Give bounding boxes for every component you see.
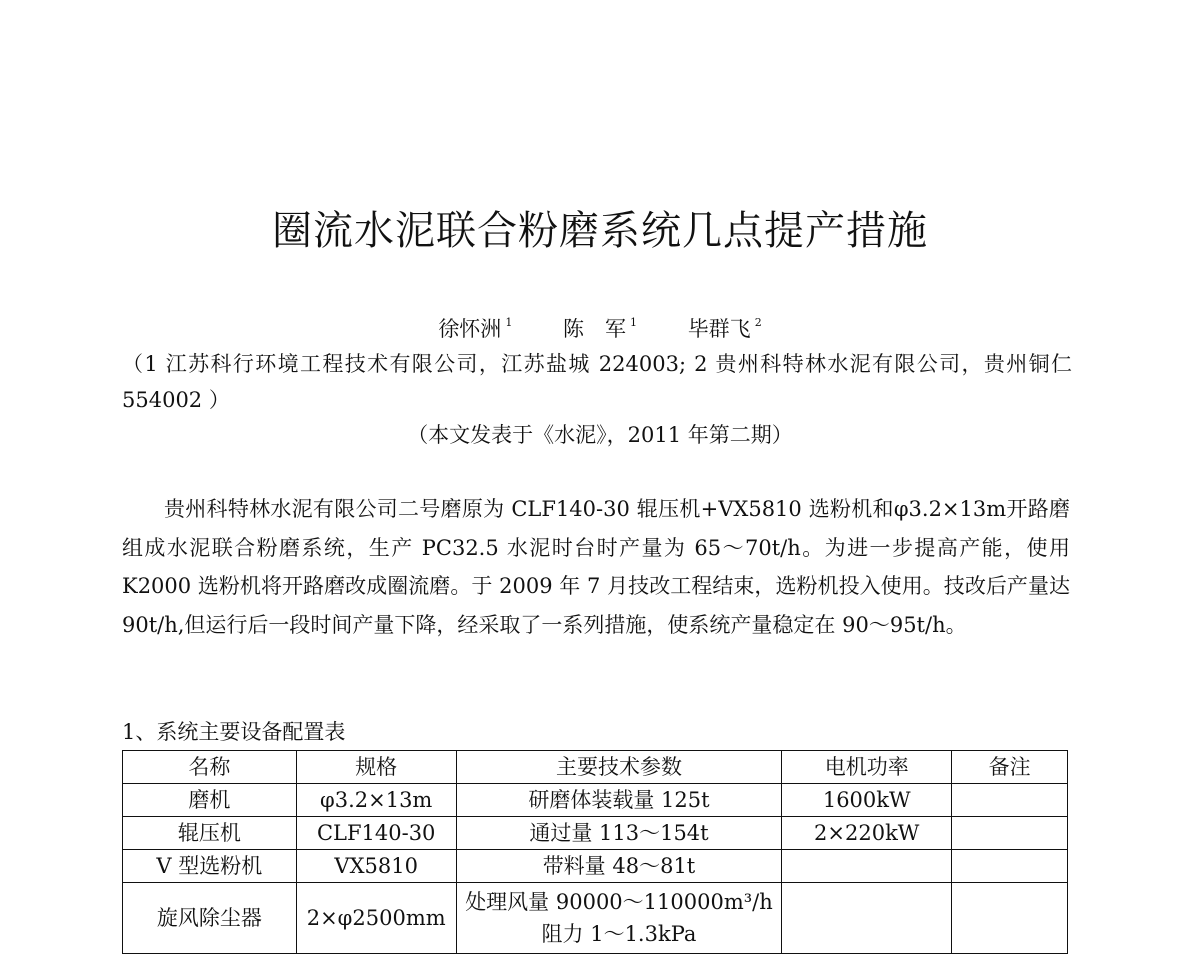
author-affiliation-mark: 1 <box>505 316 513 329</box>
table-header-cell: 备注 <box>952 751 1068 784</box>
equipment-table <box>122 750 1068 954</box>
table-header-cell: 名称 <box>123 751 297 784</box>
table-cell: CLF140-30 <box>296 817 456 850</box>
table-cell <box>782 883 952 954</box>
table-cell: 辊压机 <box>123 817 297 850</box>
section-heading: 1、系统主要设备配置表 <box>122 720 346 744</box>
table-cell: 2×220kW <box>782 817 952 850</box>
document-title: 圈流水泥联合粉磨系统几点提产措施 <box>272 208 928 254</box>
table-row <box>123 850 1068 883</box>
table-cell <box>952 784 1068 817</box>
author: 徐怀洲 $^1$ <box>438 316 513 341</box>
table-header-cell: 电机功率 <box>782 751 952 784</box>
body-paragraph: 贵州科特林水泥有限公司二号磨原为 CLF140-30 辊压机+VX5810 选粉机和φ3.2×13m开路磨组成水泥联合粉磨系统，生产 PC32.5 水泥时台时产量为 65～70t/h。为进一步提高产能，使用 K2000 选粉机将开路磨改成圈流磨。于 2009 年 7 月技改工程结束，选粉机投入使用。技改后产量达 90t/h,但运行后一段时间产量下降，经采取了一系列措施，使系统产量稳定在 90～95t/h。 <box>122 497 1070 637</box>
table-cell: 处理风量 90000～110000m³/h 阻力 1～1.3kPa <box>456 883 782 954</box>
table-cell <box>782 850 952 883</box>
table-cell: 1600kW <box>782 784 952 817</box>
table-row <box>123 817 1068 850</box>
author-list <box>0 308 1200 344</box>
table-cell: 磨机 <box>123 784 297 817</box>
table-cell: 2×φ2500mm <box>296 883 456 954</box>
affiliation: （1 江苏科行环境工程技术有限公司，江苏盐城 224003; 2 贵州科特林水泥有限公司，贵州铜仁 554002 ） <box>122 352 1072 412</box>
table-cell <box>952 850 1068 883</box>
author: 毕群飞 $^2$ <box>687 316 762 341</box>
table-cell: V 型选粉机 <box>123 850 297 883</box>
author-affiliation-mark: 2 <box>754 316 762 329</box>
table-row <box>123 784 1068 817</box>
table-cell: 通过量 113～154t <box>456 817 782 850</box>
author-affiliation-mark: 1 <box>630 316 637 329</box>
publication-note: （本文发表于《水泥》，2011 年第二期） <box>407 423 793 447</box>
table-header-cell: 规格 <box>296 751 456 784</box>
author: 陈 军 $^1$ <box>563 316 637 341</box>
table-cell <box>952 883 1068 954</box>
table-row <box>123 883 1068 954</box>
table-cell <box>952 817 1068 850</box>
table-cell: 带料量 48～81t <box>456 850 782 883</box>
table-cell: 研磨体装载量 125t <box>456 784 782 817</box>
table-header-cell: 主要技术参数 <box>456 751 782 784</box>
table-cell: φ3.2×13m <box>296 784 456 817</box>
table-header-row <box>123 751 1068 784</box>
table-cell: 旋风除尘器 <box>123 883 297 954</box>
table-cell: VX5810 <box>296 850 456 883</box>
